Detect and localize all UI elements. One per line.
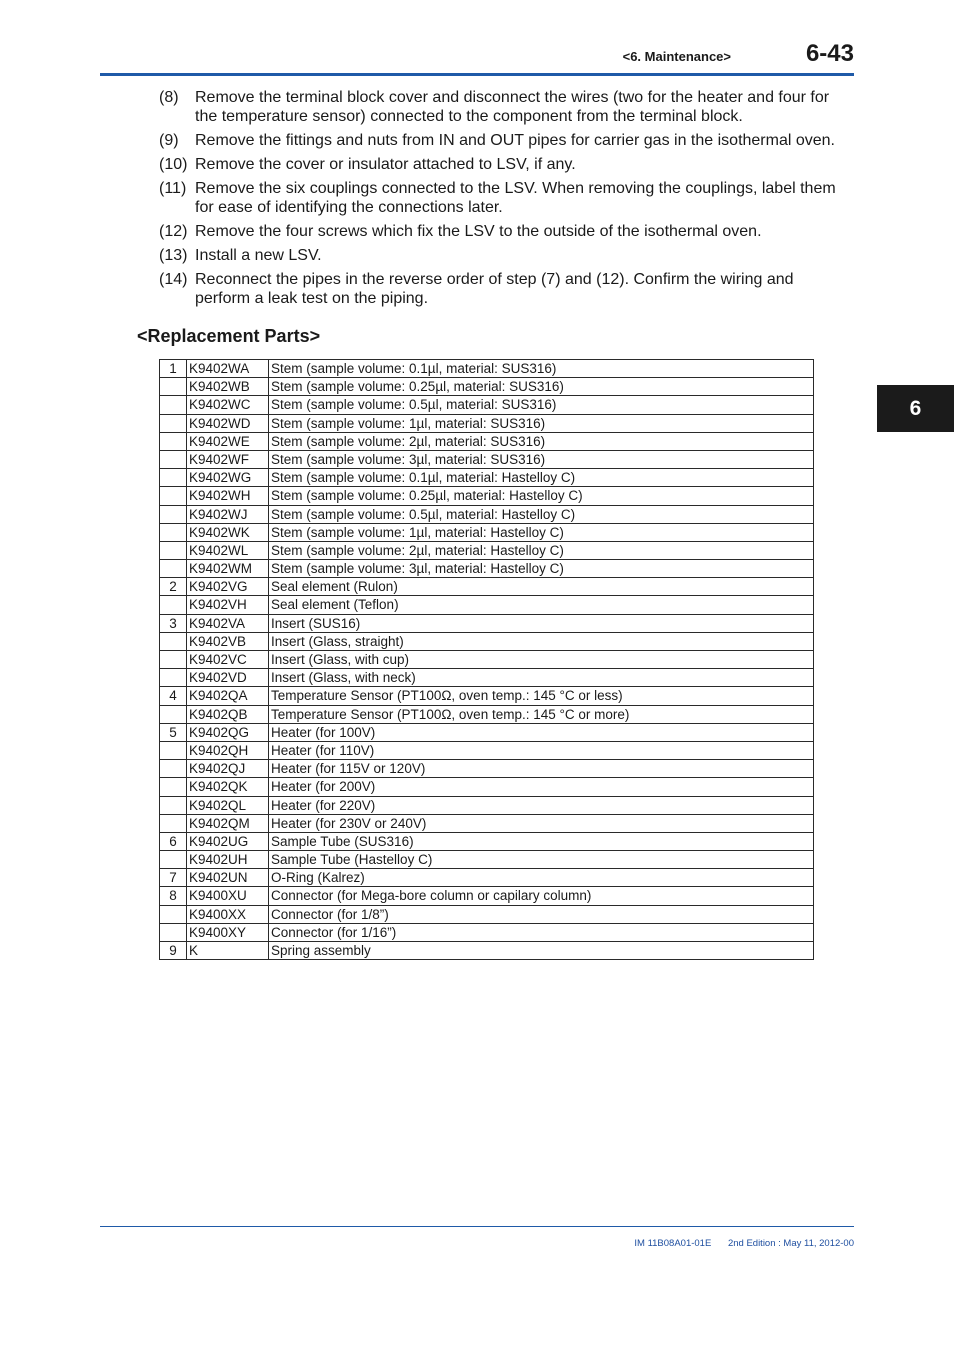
procedure-step [159, 246, 849, 265]
part-number-cell: K9402WM [187, 560, 269, 578]
item-number-cell [160, 923, 187, 941]
item-number-cell: 7 [160, 869, 187, 887]
table-row [160, 396, 814, 414]
table-row [160, 741, 814, 759]
table-row [160, 523, 814, 541]
description-cell: Temperature Sensor (PT100Ω, oven temp.: 145 °C or more) [269, 705, 814, 723]
table-row [160, 705, 814, 723]
part-number-cell: K9402UH [187, 851, 269, 869]
description-cell: Stem (sample volume: 0.1µl, material: SUS316) [269, 360, 814, 378]
table-row [160, 669, 814, 687]
procedure-step [159, 131, 849, 150]
item-number-cell [160, 541, 187, 559]
item-number-cell [160, 469, 187, 487]
description-cell: Insert (Glass, with neck) [269, 669, 814, 687]
part-number-cell: K9402UN [187, 869, 269, 887]
step-text: Install a new LSV. [195, 247, 322, 264]
step-text: Remove the terminal block cover and disconnect the wires (two for the heater and four for the temperature sensor) connected to the component from the terminal block. [195, 89, 830, 125]
table-row [160, 923, 814, 941]
item-number-cell [160, 760, 187, 778]
part-number-cell: K9402QA [187, 687, 269, 705]
part-number-cell: K9402WA [187, 360, 269, 378]
description-cell: Stem (sample volume: 0.25µl, material: Hastelloy C) [269, 487, 814, 505]
step-number: (12) [159, 223, 188, 240]
item-number-cell [160, 560, 187, 578]
description-cell: Sample Tube (Hastelloy C) [269, 851, 814, 869]
chapter-tab: 6 [877, 385, 954, 432]
table-row [160, 487, 814, 505]
description-cell: Stem (sample volume: 1µl, material: Hastelloy C) [269, 523, 814, 541]
description-cell: Stem (sample volume: 3µl, material: SUS316) [269, 450, 814, 468]
description-cell: Stem (sample volume: 0.25µl, material: SUS316) [269, 378, 814, 396]
item-number-cell: 8 [160, 887, 187, 905]
item-number-cell [160, 778, 187, 796]
description-cell: Stem (sample volume: 0.5µl, material: Hastelloy C) [269, 505, 814, 523]
item-number-cell [160, 414, 187, 432]
step-number: (10) [159, 156, 188, 173]
procedure-step [159, 222, 849, 241]
item-number-cell: 5 [160, 723, 187, 741]
step-text: Reconnect the pipes in the reverse order of step (7) and (12). Confirm the wiring and perform a leak test on the piping. [195, 271, 794, 307]
item-number-cell [160, 814, 187, 832]
table-row [160, 651, 814, 669]
part-number-cell: K9402QH [187, 741, 269, 759]
step-number: (14) [159, 271, 188, 288]
description-cell: Heater (for 230V or 240V) [269, 814, 814, 832]
table-row [160, 614, 814, 632]
footer-divider [100, 1226, 854, 1227]
part-number-cell: K9402VC [187, 651, 269, 669]
description-cell: O-Ring (Kalrez) [269, 869, 814, 887]
part-number-cell: K9400XX [187, 905, 269, 923]
description-cell: Insert (SUS16) [269, 614, 814, 632]
procedure-step [159, 270, 849, 308]
table-row [160, 687, 814, 705]
description-cell: Spring assembly [269, 942, 814, 960]
edition-info: 2nd Edition : May 11, 2012-00 [727, 1238, 854, 1249]
step-number: (9) [159, 132, 179, 149]
description-cell: Temperature Sensor (PT100Ω, oven temp.: 145 °C or less) [269, 687, 814, 705]
part-number-cell: K9400XU [187, 887, 269, 905]
step-number: (8) [159, 89, 179, 106]
section-heading: <Replacement Parts> [137, 326, 321, 346]
step-text: Remove the four screws which fix the LSV to the outside of the isothermal oven. [195, 223, 762, 240]
part-number-cell: K9402UG [187, 832, 269, 850]
description-cell: Heater (for 200V) [269, 778, 814, 796]
part-number-cell: K9402WB [187, 378, 269, 396]
table-row [160, 596, 814, 614]
item-number-cell [160, 741, 187, 759]
table-row [160, 942, 814, 960]
part-number-cell: K9402QG [187, 723, 269, 741]
item-number-cell [160, 669, 187, 687]
table-row [160, 814, 814, 832]
table-row [160, 378, 814, 396]
item-number-cell: 1 [160, 360, 187, 378]
description-cell: Heater (for 110V) [269, 741, 814, 759]
item-number-cell [160, 450, 187, 468]
part-number-cell: K9402WE [187, 432, 269, 450]
table-row [160, 832, 814, 850]
description-cell: Stem (sample volume: 0.5µl, material: SUS316) [269, 396, 814, 414]
part-number-cell: K9402WL [187, 541, 269, 559]
item-number-cell: 9 [160, 942, 187, 960]
part-number-cell: K9402QK [187, 778, 269, 796]
page-header [0, 0, 954, 80]
item-number-cell [160, 651, 187, 669]
step-number: (11) [159, 180, 187, 197]
step-text: Remove the fittings and nuts from IN and OUT pipes for carrier gas in the isothermal oven. [195, 132, 835, 149]
part-number-cell: K9402VH [187, 596, 269, 614]
table-row [160, 887, 814, 905]
item-number-cell [160, 432, 187, 450]
table-row [160, 778, 814, 796]
description-cell: Heater (for 220V) [269, 796, 814, 814]
description-cell: Seal element (Teflon) [269, 596, 814, 614]
item-number-cell: 3 [160, 614, 187, 632]
item-number-cell [160, 851, 187, 869]
table-row [160, 469, 814, 487]
part-number-cell: K9402QB [187, 705, 269, 723]
part-number-cell: K [187, 942, 269, 960]
replacement-parts-table [159, 359, 814, 960]
description-cell: Connector (for 1/8”) [269, 905, 814, 923]
table-row [160, 414, 814, 432]
part-number-cell: K9402WH [187, 487, 269, 505]
table-row [160, 560, 814, 578]
description-cell: Stem (sample volume: 2µl, material: SUS316) [269, 432, 814, 450]
table-row [160, 796, 814, 814]
table-row [160, 760, 814, 778]
part-number-cell: K9402VD [187, 669, 269, 687]
item-number-cell [160, 505, 187, 523]
item-number-cell: 2 [160, 578, 187, 596]
item-number-cell [160, 705, 187, 723]
table-row [160, 723, 814, 741]
table-row [160, 360, 814, 378]
part-number-cell: K9402VG [187, 578, 269, 596]
description-cell: Insert (Glass, with cup) [269, 651, 814, 669]
description-cell: Stem (sample volume: 2µl, material: Hastelloy C) [269, 541, 814, 559]
part-number-cell: K9402VB [187, 632, 269, 650]
description-cell: Seal element (Rulon) [269, 578, 814, 596]
table-row [160, 541, 814, 559]
item-number-cell [160, 487, 187, 505]
page-footer [634, 1238, 854, 1249]
description-cell: Heater (for 115V or 120V) [269, 760, 814, 778]
part-number-cell: K9402QJ [187, 760, 269, 778]
table-row [160, 432, 814, 450]
part-number-cell: K9402WG [187, 469, 269, 487]
item-number-cell [160, 596, 187, 614]
step-text: Remove the cover or insulator attached to LSV, if any. [195, 156, 576, 173]
page-number: 6-43 [805, 40, 854, 67]
part-number-cell: K9402QL [187, 796, 269, 814]
description-cell: Insert (Glass, straight) [269, 632, 814, 650]
description-cell: Stem (sample volume: 1µl, material: SUS316) [269, 414, 814, 432]
item-number-cell: 6 [160, 832, 187, 850]
document-id: IM 11B08A01-01E [634, 1238, 712, 1249]
part-number-cell: K9402QM [187, 814, 269, 832]
item-number-cell [160, 796, 187, 814]
table-row [160, 905, 814, 923]
item-number-cell [160, 905, 187, 923]
procedure-step [159, 179, 849, 217]
procedure-steps [159, 88, 849, 313]
description-cell: Heater (for 100V) [269, 723, 814, 741]
part-number-cell: K9402WF [187, 450, 269, 468]
header-divider [100, 73, 854, 76]
part-number-cell: K9402WK [187, 523, 269, 541]
step-text: Remove the six couplings connected to the LSV. When removing the couplings, label them for ease of identifying the connections later. [195, 180, 836, 216]
table-row [160, 869, 814, 887]
part-number-cell: K9402VA [187, 614, 269, 632]
item-number-cell: 4 [160, 687, 187, 705]
part-number-cell: K9402WD [187, 414, 269, 432]
table-row [160, 851, 814, 869]
procedure-step [159, 88, 849, 126]
item-number-cell [160, 632, 187, 650]
table-row [160, 505, 814, 523]
description-cell: Sample Tube (SUS316) [269, 832, 814, 850]
table-row [160, 578, 814, 596]
table-row [160, 450, 814, 468]
item-number-cell [160, 378, 187, 396]
description-cell: Stem (sample volume: 0.1µl, material: Hastelloy C) [269, 469, 814, 487]
description-cell: Connector (for Mega-bore column or capilary column) [269, 887, 814, 905]
part-number-cell: K9400XY [187, 923, 269, 941]
part-number-cell: K9402WJ [187, 505, 269, 523]
section-label: <6. Maintenance> [622, 49, 731, 64]
item-number-cell [160, 396, 187, 414]
step-number: (13) [159, 247, 188, 264]
table-row [160, 632, 814, 650]
item-number-cell [160, 523, 187, 541]
description-cell: Connector (for 1/16”) [269, 923, 814, 941]
procedure-step [159, 155, 849, 174]
description-cell: Stem (sample volume: 3µl, material: Hastelloy C) [269, 560, 814, 578]
part-number-cell: K9402WC [187, 396, 269, 414]
